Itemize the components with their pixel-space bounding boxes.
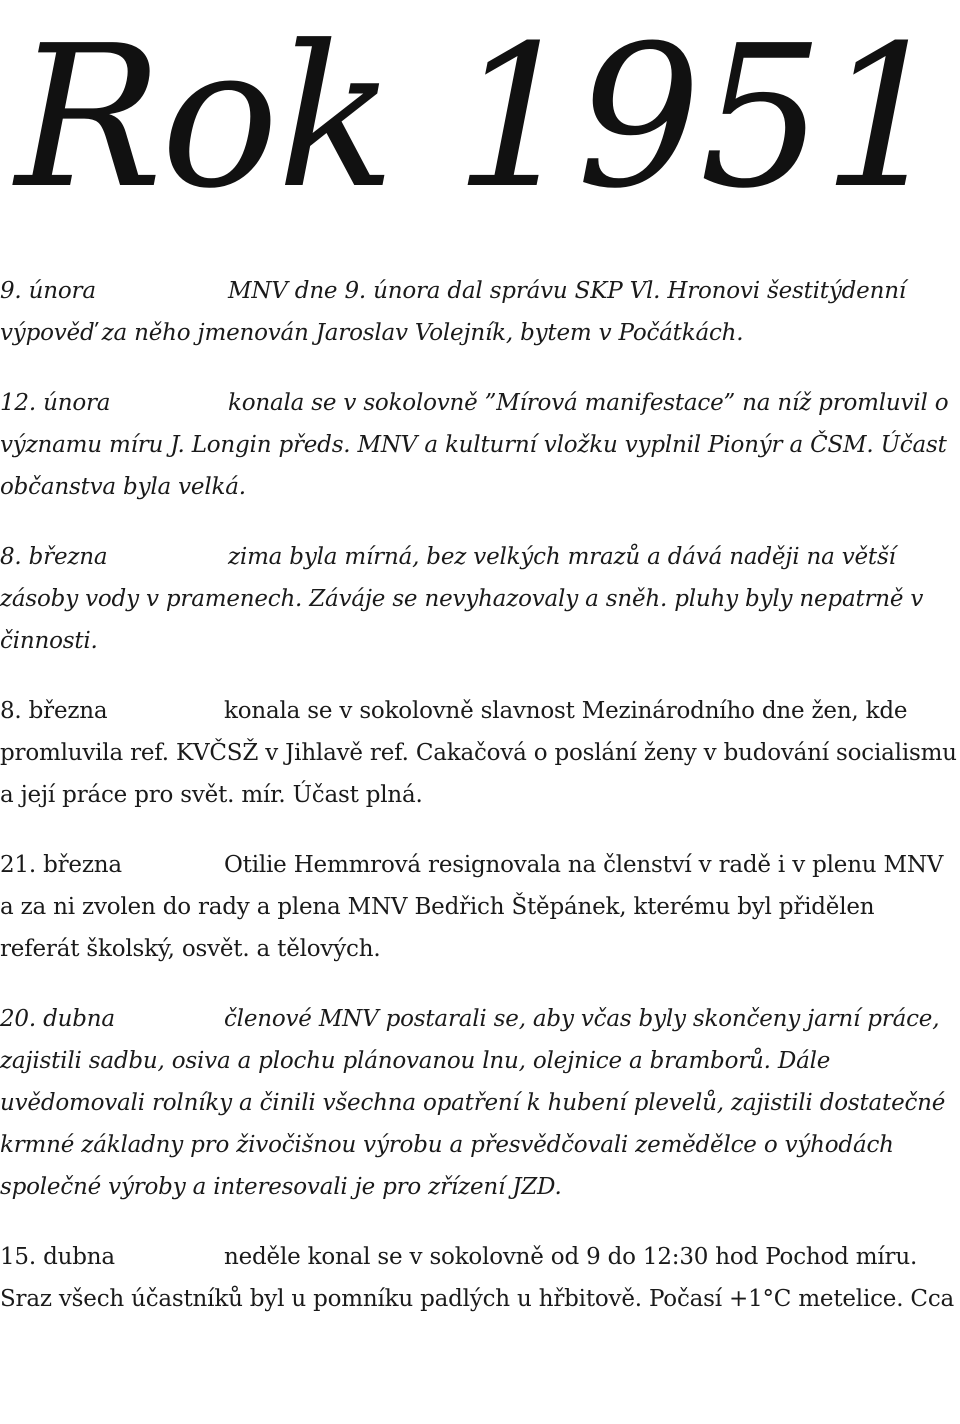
entry-text: Otilie Hemmrová resignovala na členství v radě i v plenu MNV a za ni zvolen do rady a plena MNV Bedřich Štěpánek, kterému byl přidělen referát školský, osvět. a tělových. [0, 852, 944, 962]
entry-date: 9. února [0, 278, 96, 304]
entry-text: zima byla mírná, bez velkých mrazů a dává naději na větší zásoby vody v pramenech. Záváje se nevyhazovaly a sněh. pluhy byly nepatrně v činnosti. [0, 544, 924, 654]
entry-date: 20. dubna [0, 1006, 115, 1032]
entry-date: 15. dubna [0, 1244, 115, 1270]
entry-text: neděle konal se v sokolovně od 9 do 12:30 hod Pochod míru. Sraz všech účastníků byl u pomníku padlých u hřbitově. Počasí +1°C metelice. Cca [0, 1244, 955, 1312]
entry-date: 12. února [0, 390, 111, 416]
chronicle-entry [0, 382, 960, 508]
page-title: Rok 1951 [15, 4, 945, 232]
entry-text: MNV dne 9. února dal správu SKP Vl. Hronovi šestitýdenní výpověď za něho jmenován Jaroslav Volejník, bytem v Počátkách. [0, 278, 906, 346]
chronicle-entries [0, 270, 960, 1348]
chronicle-entry [0, 690, 960, 816]
entry-text: konala se v sokolovně slavnost Mezinárodního dne žen, kde promluvila ref. KVČSŽ v Jihlavě ref. Cakačová o poslání ženy v budování socialismu a její práce pro svět. mír. Účast plná. [0, 698, 957, 808]
chronicle-entry [0, 998, 960, 1208]
chronicle-entry [0, 270, 960, 354]
entry-text: členové MNV postarali se, aby včas byly skončeny jarní práce, zajistili sadbu, osiva a plochu plánovanou lnu, olejnice a bramborů. Dále uvědomovali rolníky a činili všechna opatření k hubení plevelů, zajistili dostatečné krmné základny pro živočišnou výrobu a přesvědčovali zemědělce o výhodách společné výroby a interesovali je pro zřízení JZD. [0, 1006, 946, 1200]
entry-text: konala se v sokolovně ”Mírová manifestace” na níž promluvil o významu míru J. Longin předs. MNV a kulturní vložku vyplnil Pionýr a ČSM. Účast občanstva byla velká. [0, 390, 949, 500]
chronicle-entry [0, 1236, 960, 1320]
entry-date: 8. března [0, 698, 108, 724]
entry-date: 8. března [0, 544, 108, 570]
chronicle-entry [0, 844, 960, 970]
entry-date: 21. března [0, 852, 122, 878]
chronicle-entry [0, 536, 960, 662]
